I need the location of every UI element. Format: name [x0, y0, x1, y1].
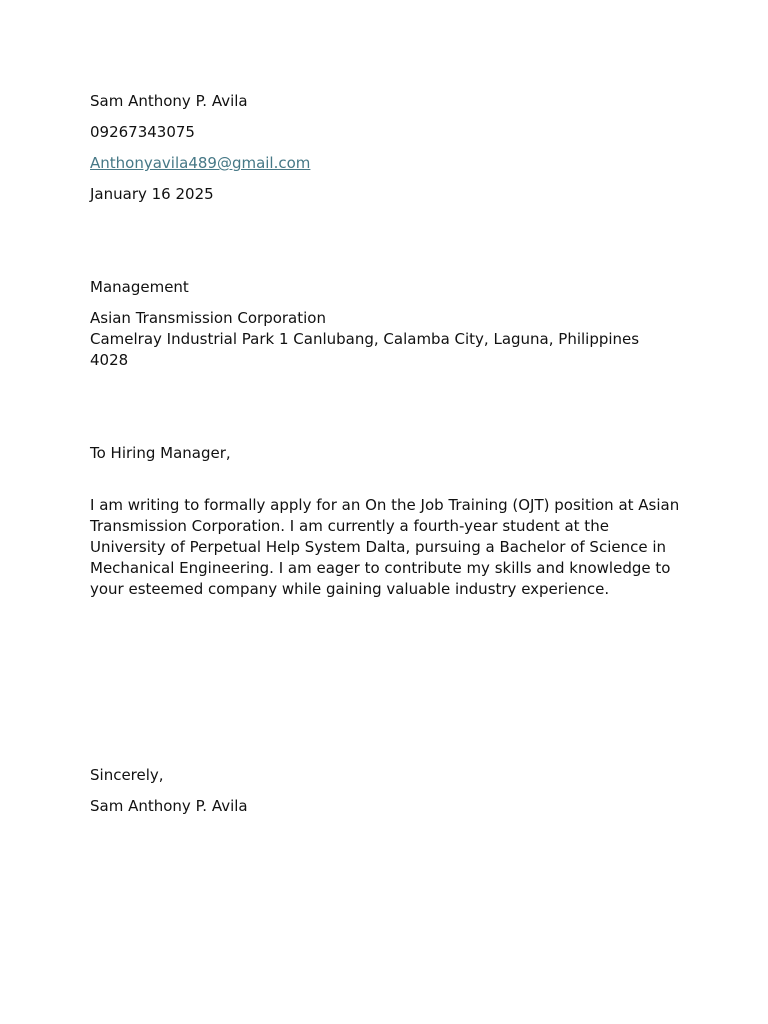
signature-name: Sam Anthony P. Avila [90, 797, 248, 815]
sender-name: Sam Anthony P. Avila [90, 92, 248, 110]
letter-date: January 16 2025 [90, 185, 214, 203]
recipient-company: Asian Transmission Corporation [90, 309, 326, 327]
sender-email-link[interactable]: Anthonyavila489@gmail.com [90, 154, 311, 172]
letter-body: I am writing to formally apply for an On the Job Training (OJT) position at Asian Transmission Corporation. I am currently a fourth-year student at the University of Perpetual Help System Dalta, pursuing a Bachelor of Science in Mechanical Engineering. I am eager to contribute my skills and knowledge to your esteemed company while gaining valuable industry experience. [90, 496, 680, 598]
letter-document [90, 91, 690, 817]
salutation: To Hiring Manager, [90, 444, 231, 462]
sender-email-line [90, 153, 690, 174]
recipient-attention: Management [90, 278, 189, 296]
closing: Sincerely, [90, 766, 164, 784]
sender-phone: 09267343075 [90, 123, 195, 141]
recipient-address: Camelray Industrial Park 1 Canlubang, Calamba City, Laguna, Philippines 4028 [90, 330, 640, 369]
